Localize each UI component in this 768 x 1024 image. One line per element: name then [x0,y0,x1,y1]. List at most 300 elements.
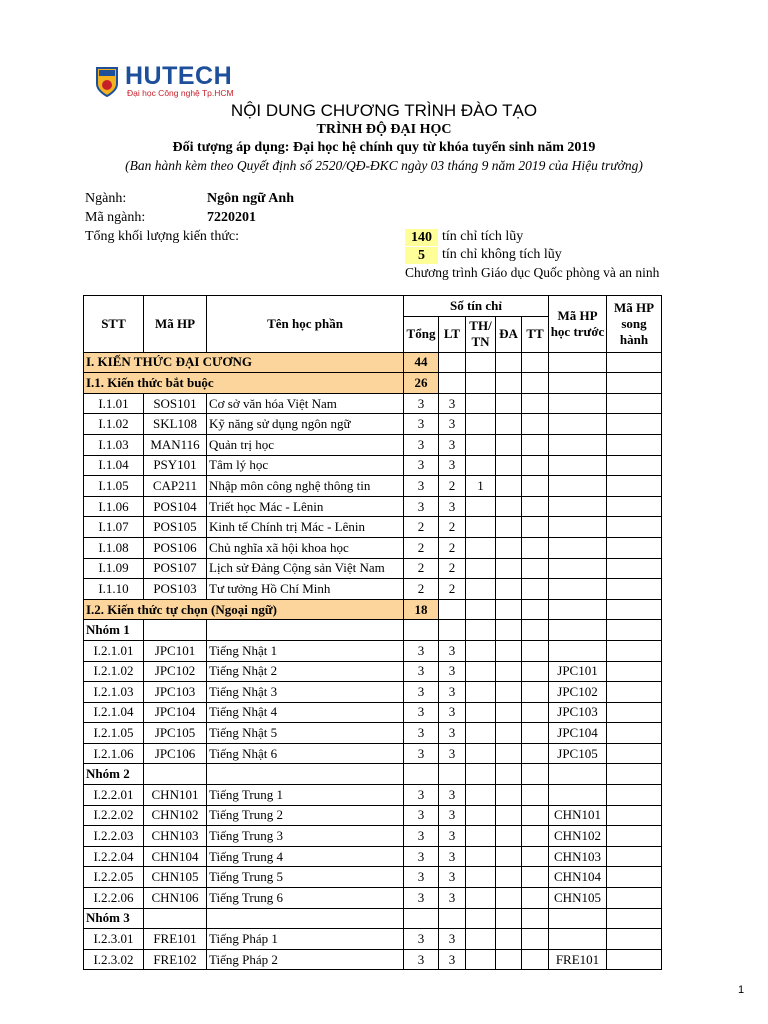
course-total-credits: 2 [404,517,439,538]
course-code: SKL108 [144,414,207,435]
table-row [84,867,662,888]
course-prereq [549,537,607,558]
section-total: 18 [404,599,439,620]
course-code: FRE101 [144,929,207,950]
table-row [84,517,662,538]
course-lt: 3 [439,929,466,950]
course-tt [522,785,549,806]
empty-cell [607,764,662,785]
course-lt: 2 [439,579,466,600]
course-coreq [607,682,662,703]
decree-note: (Ban hành kèm theo Quyết định số 2520/QĐ-ĐKC ngày 03 tháng 9 năm 2019 của Hiệu trưởng) [125,158,643,173]
course-thtn [466,846,496,867]
course-name: Nhập môn công nghệ thông tin [207,476,404,497]
hutech-logo [95,64,245,106]
course-tt [522,434,549,455]
course-coreq [607,929,662,950]
empty-cell [607,373,662,394]
course-stt: I.2.2.03 [84,826,144,847]
course-name: Tiếng Pháp 2 [207,949,404,970]
course-total-credits: 3 [404,826,439,847]
section-total: 26 [404,373,439,394]
course-thtn [466,805,496,826]
course-tt [522,723,549,744]
header-tt: TT [522,316,549,352]
table-row [84,661,662,682]
empty-cell [466,620,496,641]
course-lt: 2 [439,558,466,579]
table-row [84,723,662,744]
course-total-credits: 3 [404,888,439,909]
course-prereq: CHN101 [549,805,607,826]
course-lt: 3 [439,888,466,909]
course-da [496,682,522,703]
course-code: CHN104 [144,846,207,867]
section-total: 44 [404,352,439,373]
course-tt [522,702,549,723]
course-total-credits: 3 [404,661,439,682]
header-code: Mã HP [144,296,207,353]
course-thtn [466,579,496,600]
course-code: CHN105 [144,867,207,888]
course-stt: I.1.03 [84,434,144,455]
empty-cell [404,620,439,641]
course-stt: I.2.1.01 [84,640,144,661]
course-coreq [607,867,662,888]
course-total-credits: 3 [404,702,439,723]
course-thtn [466,682,496,703]
course-total-credits: 3 [404,846,439,867]
course-code: SOS101 [144,393,207,414]
empty-cell [439,908,466,929]
header-total: Tổng [404,316,439,352]
empty-cell [522,764,549,785]
empty-cell [607,352,662,373]
header-lt: LT [439,316,466,352]
group-row [84,764,662,785]
course-da [496,702,522,723]
empty-cell [522,373,549,394]
course-lt: 3 [439,414,466,435]
target-audience: Đối tượng áp dụng: Đại học hệ chính quy từ khóa tuyển sinh năm 2019 [172,140,596,155]
table-row [84,640,662,661]
course-thtn [466,558,496,579]
course-lt: 3 [439,846,466,867]
course-da [496,785,522,806]
course-tt [522,393,549,414]
course-coreq [607,661,662,682]
shield-icon [95,66,119,98]
course-total-credits: 3 [404,476,439,497]
course-code: JPC105 [144,723,207,744]
course-thtn [466,496,496,517]
table-row [84,702,662,723]
course-code: POS107 [144,558,207,579]
course-stt: I.2.2.01 [84,785,144,806]
course-name: Tiếng Nhật 2 [207,661,404,682]
course-name: Tiếng Nhật 4 [207,702,404,723]
course-tt [522,517,549,538]
course-lt: 3 [439,702,466,723]
empty-cell [549,599,607,620]
table-row [84,949,662,970]
course-code: CHN103 [144,826,207,847]
empty-cell [549,764,607,785]
empty-cell [522,620,549,641]
course-name: Tiếng Nhật 5 [207,723,404,744]
course-coreq [607,846,662,867]
course-coreq [607,393,662,414]
course-thtn [466,826,496,847]
course-lt: 3 [439,826,466,847]
course-tt [522,661,549,682]
course-total-credits: 3 [404,743,439,764]
course-prereq [549,558,607,579]
course-stt: I.2.1.05 [84,723,144,744]
course-thtn [466,393,496,414]
empty-cell [522,908,549,929]
course-stt: I.2.2.06 [84,888,144,909]
course-name: Tiếng Trung 2 [207,805,404,826]
course-name: Tiếng Trung 4 [207,846,404,867]
table-row [84,496,662,517]
course-da [496,826,522,847]
empty-cell [549,352,607,373]
course-thtn [466,888,496,909]
course-coreq [607,476,662,497]
header-name: Tên học phần [207,296,404,353]
course-prereq [549,785,607,806]
course-prereq: JPC103 [549,702,607,723]
course-da [496,929,522,950]
course-thtn [466,929,496,950]
course-lt: 3 [439,682,466,703]
course-stt: I.2.2.04 [84,846,144,867]
credits-nonaccumulated: 5 [405,247,438,264]
course-code: JPC106 [144,743,207,764]
table-row [84,414,662,435]
course-prereq: FRE101 [549,949,607,970]
course-thtn [466,949,496,970]
course-coreq [607,949,662,970]
total-label: Tổng khối lượng kiến thức: [85,229,240,244]
course-da [496,476,522,497]
course-prereq: JPC104 [549,723,607,744]
course-code: POS104 [144,496,207,517]
header-credits: Số tín chỉ [404,296,549,317]
group-row [84,620,662,641]
table-row [84,537,662,558]
course-code: PSY101 [144,455,207,476]
table-row [84,579,662,600]
course-name: Tư tưởng Hồ Chí Minh [207,579,404,600]
course-thtn [466,517,496,538]
course-coreq [607,702,662,723]
course-prereq [549,414,607,435]
table-row [84,826,662,847]
empty-cell [466,373,496,394]
empty-cell [496,373,522,394]
course-da [496,743,522,764]
course-lt: 2 [439,476,466,497]
header-da: ĐA [496,316,522,352]
course-da [496,888,522,909]
course-name: Tâm lý học [207,455,404,476]
empty-cell [607,908,662,929]
empty-cell [496,620,522,641]
empty-cell [439,620,466,641]
course-tt [522,537,549,558]
course-da [496,434,522,455]
course-name: Tiếng Nhật 1 [207,640,404,661]
empty-cell [496,352,522,373]
course-prereq: JPC102 [549,682,607,703]
header-prereq: Mã HP học trước [549,296,607,353]
course-coreq [607,888,662,909]
course-stt: I.1.02 [84,414,144,435]
empty-cell [549,373,607,394]
empty-cell [496,908,522,929]
course-da [496,414,522,435]
course-stt: I.1.04 [84,455,144,476]
empty-cell [466,599,496,620]
course-lt: 3 [439,393,466,414]
course-stt: I.2.2.05 [84,867,144,888]
course-thtn [466,414,496,435]
course-lt: 3 [439,640,466,661]
credits-nonaccumulated-text: tín chỉ không tích lũy [442,247,562,262]
course-da [496,496,522,517]
course-coreq [607,743,662,764]
course-tt [522,929,549,950]
header-thtn: TH/ TN [466,316,496,352]
course-stt: I.2.1.02 [84,661,144,682]
course-prereq [549,476,607,497]
course-total-credits: 2 [404,558,439,579]
course-name: Cơ sở văn hóa Việt Nam [207,393,404,414]
empty-cell [144,620,207,641]
course-lt: 3 [439,867,466,888]
course-prereq [549,496,607,517]
course-stt: I.2.2.02 [84,805,144,826]
course-da [496,517,522,538]
empty-cell [466,764,496,785]
empty-cell [549,620,607,641]
course-stt: I.2.1.04 [84,702,144,723]
credits-accumulated-text: tín chỉ tích lũy [442,229,524,244]
course-stt: I.1.10 [84,579,144,600]
course-stt: I.1.09 [84,558,144,579]
course-stt: I.1.06 [84,496,144,517]
course-code: CHN101 [144,785,207,806]
course-tt [522,640,549,661]
course-name: Tiếng Nhật 3 [207,682,404,703]
course-prereq [549,929,607,950]
table-row [84,682,662,703]
course-da [496,723,522,744]
course-tt [522,826,549,847]
course-coreq [607,558,662,579]
course-thtn [466,455,496,476]
course-total-credits: 3 [404,682,439,703]
course-prereq [549,393,607,414]
course-stt: I.2.1.03 [84,682,144,703]
empty-cell [439,764,466,785]
course-lt: 3 [439,661,466,682]
course-lt: 3 [439,496,466,517]
course-total-credits: 2 [404,537,439,558]
course-lt: 3 [439,805,466,826]
course-name: Triết học Mác - Lênin [207,496,404,517]
course-total-credits: 3 [404,929,439,950]
course-stt: I.1.08 [84,537,144,558]
course-thtn [466,867,496,888]
table-row [84,393,662,414]
course-prereq [549,579,607,600]
section-label: I. KIẾN THỨC ĐẠI CƯƠNG [84,352,404,373]
course-da [496,455,522,476]
course-name: Tiếng Pháp 1 [207,929,404,950]
course-prereq: CHN103 [549,846,607,867]
course-code: FRE102 [144,949,207,970]
course-thtn [466,723,496,744]
course-thtn: 1 [466,476,496,497]
logo-subtitle: Đại học Công nghệ Tp.HCM [127,88,234,98]
empty-cell [549,908,607,929]
table-row [84,846,662,867]
course-tt [522,743,549,764]
table-row [84,455,662,476]
course-lt: 3 [439,455,466,476]
course-total-credits: 3 [404,785,439,806]
table-row [84,434,662,455]
course-total-credits: 3 [404,414,439,435]
course-da [496,661,522,682]
course-coreq [607,785,662,806]
group-label: Nhóm 3 [84,908,144,929]
empty-cell [207,620,404,641]
course-name: Tiếng Trung 6 [207,888,404,909]
course-da [496,579,522,600]
section-label: I.2. Kiến thức tự chọn (Ngoại ngữ) [84,599,404,620]
course-code: JPC103 [144,682,207,703]
course-thtn [466,434,496,455]
course-coreq [607,517,662,538]
course-lt: 3 [439,723,466,744]
major-value: Ngôn ngữ Anh [207,191,294,206]
course-coreq [607,805,662,826]
course-code: CAP211 [144,476,207,497]
course-total-credits: 3 [404,867,439,888]
course-stt: I.1.01 [84,393,144,414]
course-tt [522,682,549,703]
course-da [496,640,522,661]
empty-cell [522,352,549,373]
course-lt: 2 [439,517,466,538]
course-coreq [607,826,662,847]
course-prereq: CHN102 [549,826,607,847]
course-total-credits: 3 [404,393,439,414]
course-name: Tiếng Trung 1 [207,785,404,806]
course-prereq [549,455,607,476]
table-row [84,785,662,806]
table-row [84,888,662,909]
course-coreq [607,414,662,435]
header-coreq: Mã HP song hành [607,296,662,353]
section-row [84,373,662,394]
course-da [496,949,522,970]
course-thtn [466,661,496,682]
empty-cell [496,599,522,620]
course-tt [522,805,549,826]
course-total-credits: 3 [404,434,439,455]
course-tt [522,888,549,909]
course-total-credits: 3 [404,455,439,476]
course-coreq [607,434,662,455]
group-label: Nhóm 2 [84,764,144,785]
course-code: CHN102 [144,805,207,826]
major-label: Ngành: [85,191,127,206]
empty-cell [466,352,496,373]
course-stt: I.1.05 [84,476,144,497]
empty-cell [439,373,466,394]
empty-cell [466,908,496,929]
course-da [496,805,522,826]
course-code: JPC102 [144,661,207,682]
course-name: Kinh tế Chính trị Mác - Lênin [207,517,404,538]
education-level: TRÌNH ĐỘ ĐẠI HỌC [316,122,452,137]
page-number: 1 [738,984,745,996]
course-prereq [549,517,607,538]
curriculum-table [83,295,662,970]
course-prereq [549,434,607,455]
course-code: POS105 [144,517,207,538]
empty-cell [144,908,207,929]
course-tt [522,846,549,867]
course-stt: I.2.3.01 [84,929,144,950]
course-da [496,867,522,888]
course-da [496,393,522,414]
course-total-credits: 3 [404,640,439,661]
course-total-credits: 3 [404,949,439,970]
course-tt [522,414,549,435]
course-code: POS103 [144,579,207,600]
empty-cell [439,352,466,373]
empty-cell [144,764,207,785]
empty-cell [404,908,439,929]
course-thtn [466,785,496,806]
course-name: Tiếng Nhật 6 [207,743,404,764]
course-thtn [466,640,496,661]
course-name: Lịch sử Đảng Cộng sản Việt Nam [207,558,404,579]
course-lt: 3 [439,949,466,970]
course-name: Kỹ năng sử dụng ngôn ngữ [207,414,404,435]
course-prereq [549,640,607,661]
course-stt: I.2.3.02 [84,949,144,970]
course-da [496,537,522,558]
course-da [496,846,522,867]
course-name: Quản trị học [207,434,404,455]
table-row [84,929,662,950]
course-lt: 3 [439,743,466,764]
table-row [84,805,662,826]
course-tt [522,579,549,600]
course-total-credits: 3 [404,496,439,517]
empty-cell [522,599,549,620]
logo-name: HUTECH [125,62,233,90]
course-tt [522,496,549,517]
course-coreq [607,640,662,661]
